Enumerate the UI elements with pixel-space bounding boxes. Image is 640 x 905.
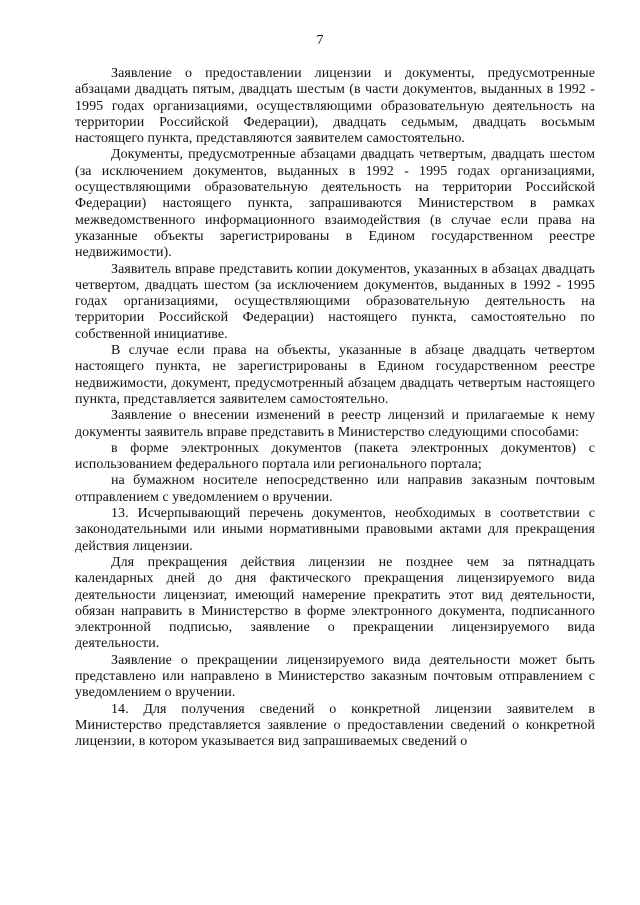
paragraph-2: Документы, предусмотренные абзацами двадцать четвертым, двадцать шестом (за исключением документов, выданных в 1992 - 1995 годах организациями, осуществляющими образовательную деятельность на территории Российской Федерации) настоящего пункта, запрашиваются Министерством в рамках межведомственного информационного взаимодействия (в случае если права на указанные объекты зарегистрированы в Едином государственном реестре недвижимости). (75, 147, 595, 261)
paragraph-6: в форме электронных документов (пакета электронных документов) с использованием федерального портала или регионального портала; (75, 440, 595, 473)
paragraph-1: Заявление о предоставлении лицензии и документы, предусмотренные абзацами двадцать пятым, двадцать шестым (в части документов, выданных в 1992 - 1995 годах организациями, осуществляющими образовательную деятельность на территории Российской Федерации), двадцать седьмым, двадцать восьмым настоящего пункта, представляются заявителем самостоятельно. (75, 66, 595, 147)
paragraph-8: 13. Исчерпывающий перечень документов, необходимых в соответствии с законодательными или иными нормативными правовыми актами для прекращения действия лицензии. (75, 506, 595, 554)
paragraph-5: Заявление о внесении изменений в реестр лицензий и прилагаемые к нему документы заявитель вправе представить в Министерство следующими способами: (75, 408, 595, 440)
page-number: 7 (316, 33, 324, 48)
paragraph-10: Заявление о прекращении лицензируемого вида деятельности может быть представлено или направлено в Министерство заказным почтовым отправлением с уведомлением о вручении. (75, 652, 595, 701)
paragraph-4: В случае если права на объекты, указанные в абзаце двадцать четвертом настоящего пункта, не зарегистрированы в Едином государственном реестре недвижимости, документ, предусмотренный абзацем двадцать четвертым настоящего пункта, представляется заявителем самостоятельно. (75, 343, 595, 407)
document-body (75, 66, 595, 750)
paragraph-7: на бумажном носителе непосредственно или направив заказным почтовым отправлением с уведомлением о вручении. (75, 473, 595, 505)
paragraph-11: 14. Для получения сведений о конкретной лицензии заявителем в Министерство представляется заявление о предоставлении сведений о конкретной лицензии, в котором указывается вид запрашиваемых сведений о (75, 701, 595, 750)
paragraph-3: Заявитель вправе представить копии документов, указанных в абзацах двадцать четвертом, двадцать шестом (за исключением документов, выданных в 1992 - 1995 годах организациями, осуществляющими образовательную деятельность на территории Российской Федерации) настоящего пункта, самостоятельно по собственной инициативе. (75, 261, 595, 342)
paragraph-9: Для прекращения действия лицензии не позднее чем за пятнадцать календарных дней до дня фактического прекращения лицензируемого вида деятельности лицензиат, имеющий намерение прекратить этот вид деятельности, обязан направить в Министерство в форме электронного документа, подписанного электронной подписью, заявление о прекращении лицензируемого вида деятельности. (75, 554, 595, 652)
